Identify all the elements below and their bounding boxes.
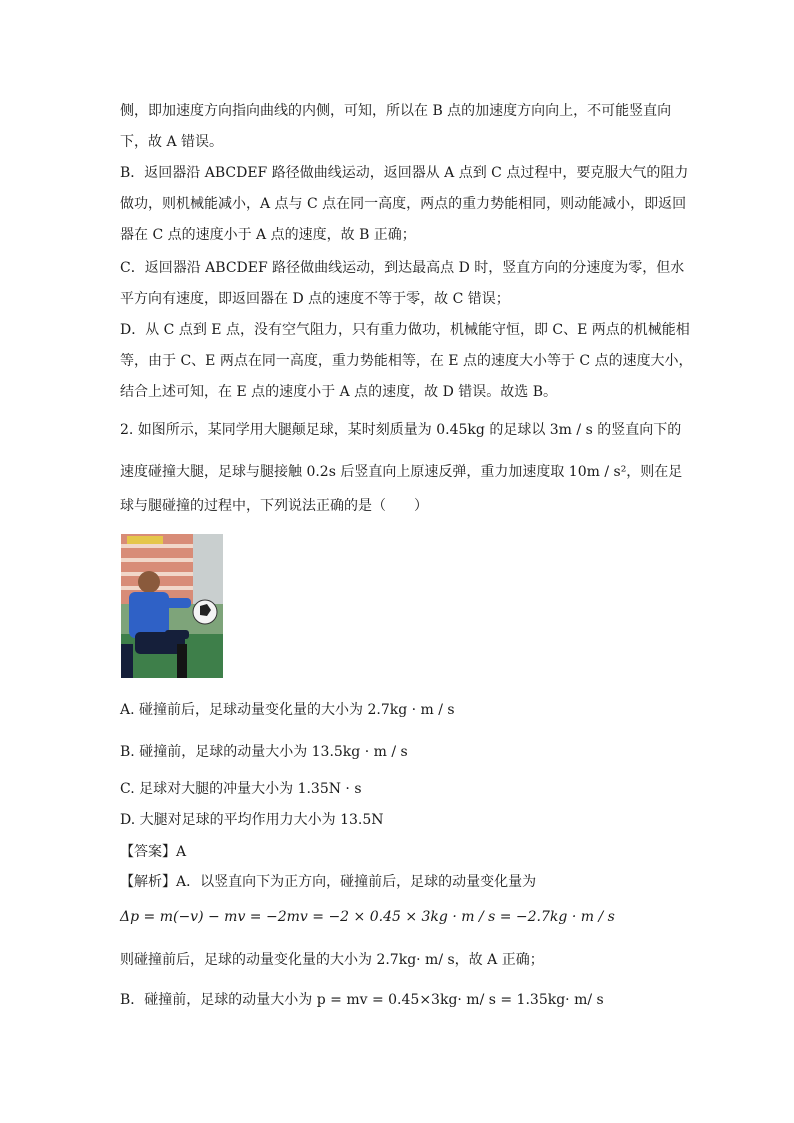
option-c: C. 足球对大腿的冲量大小为 1.35N · s	[120, 781, 362, 797]
question-stem: 2. 如图所示，某同学用大腿颠足球，某时刻质量为 0.45kg 的足球以 3m / s 的竖直向下的	[120, 422, 682, 438]
text-line: 下，故 A 错误。	[120, 134, 224, 150]
analysis-text: A．以竖直向下为正方向，碰撞前后，足球的动量变化量为	[176, 874, 537, 890]
text-line: 做功，则机械能减小，A 点与 C 点在同一高度，两点的重力势能相同，则动能减小，即返回	[120, 196, 687, 212]
answer-value: A	[176, 844, 187, 860]
analysis-label: 【解析】	[120, 874, 176, 890]
text-line: 侧，即加速度方向指向曲线的内侧，可知，所以在 B 点的加速度方向向上，不可能竖直向	[120, 103, 672, 119]
text-line: 平方向有速度，即返回器在 D 点的速度不等于零，故 C 错误；	[120, 291, 510, 307]
question-stem: 速度碰撞大腿，足球与腿接触 0.2s 后竖直向上原速反弹，重力加速度取 10m / s²，则在足	[120, 464, 683, 480]
option-a: A. 碰撞前后，足球动量变化量的大小为 2.7kg · m / s	[120, 702, 455, 718]
soccer-photo	[121, 534, 223, 678]
analysis-text: B．碰撞前，足球的动量大小为 p = mv = 0.45×3kg· m/ s = 1.35kg· m/ s	[120, 992, 604, 1008]
text-line: 器在 C 点的速度小于 A 点的速度，故 B 正确；	[120, 227, 416, 243]
answer-line	[120, 842, 186, 862]
text-line: D．从 C 点到 E 点，没有空气阻力，只有重力做功，机械能守恒，即 C、E 两点的机械能相	[120, 322, 690, 338]
text-line: 结合上述可知，在 E 点的速度小于 A 点的速度，故 D 错误。故选 B。	[120, 384, 557, 400]
answer-label: 【答案】	[120, 844, 176, 860]
option-d: D. 大腿对足球的平均作用力大小为 13.5N	[120, 812, 384, 828]
analysis-text: 则碰撞前后，足球的动量变化量的大小为 2.7kg· m/ s，故 A 正确；	[120, 952, 544, 968]
text-line: B．返回器沿 ABCDEF 路径做曲线运动，返回器从 A 点到 C 点过程中，要克服大气的阻力	[120, 165, 689, 181]
question-stem: 球与腿碰撞的过程中，下列说法正确的是（ ）	[120, 498, 428, 514]
analysis-line	[120, 872, 536, 892]
text-line: 等，由于 C、E 两点在同一高度，重力势能相等，在 E 点的速度大小等于 C 点的速度大小，	[120, 353, 693, 369]
option-b: B. 碰撞前，足球的动量大小为 13.5kg · m / s	[120, 744, 408, 760]
analysis-formula: Δp = m(−v) − mv = −2mv = −2 × 0.45 × 3kg · m / s = −2.7kg · m / s	[120, 909, 615, 925]
text-line: C．返回器沿 ABCDEF 路径做曲线运动，到达最高点 D 时，竖直方向的分速度为零，但水	[120, 260, 685, 276]
